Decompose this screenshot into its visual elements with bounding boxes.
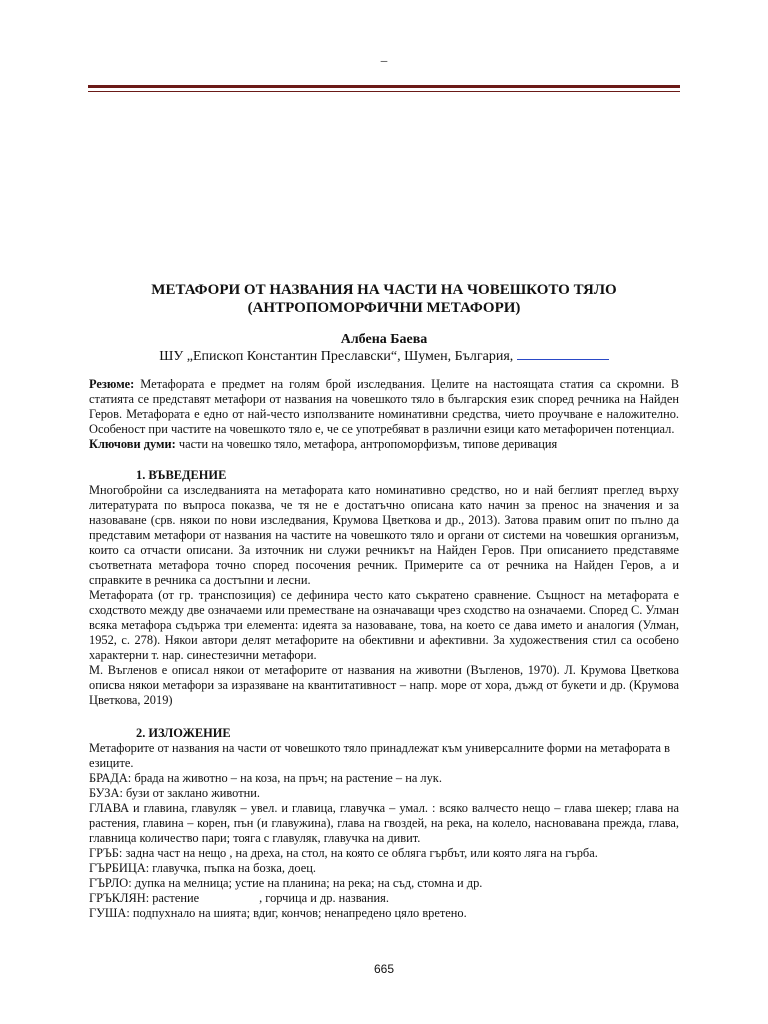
paragraph: Многобройни са изследванията на метафората като номинативно средство, но и най беглият преглед върху литературата по въпроса показва, че тя не е достатъчно описана като начин за пренос на значения и за назоваване (срв. някои по нови изследвания, Крумова Цветкова и др., 2013). Затова правим опит по пълно да представим метафори от названия на частите на човешкото тяло и органи от системи на човешкия организъм, които са отчасти описани. За източник ни служи речникът на Найден Геров. При описанието представяме съответната метафора точно според посочения речник. Примерите са от речника на Найден Геров, а и справките в речника са достъпни и лесни. [89,483,679,587]
header-dash: _ [380,48,388,63]
dictionary-entry: ГРЪКЛЯН: растение , горчица и др. названия. [89,891,389,905]
abstract-text: Метафората е предмет на голям брой изследвания. Целите на настоящата статия са скромни. В статията се представят метафори от названия на човешкото тяло в българския език според речника на Найден Геров. Метафората е едно от най-често използваните номинативни средства, чието проучване е наложително. Особеност при частите на човешкото тяло е, че се употребяват в различни езици като метафоричен потенциал. [89,377,679,436]
header-rule-thick [88,85,680,88]
author-affiliation [88,348,680,365]
author-name: Албена Баева [340,332,428,347]
abstract-label: Резюме: [89,377,135,391]
keywords [89,437,679,452]
affiliation-text: ШУ „Епископ Константин Преславски“, Шумен, България, [159,349,514,364]
dictionary-entry: ГУША: подпухнало на шията; вдиг, кончов; ненапредено цяло вретено. [89,906,467,920]
email-link-blank[interactable] [517,348,609,360]
title-line-2: (АНТРОПОМОРФИЧНИ МЕТАФОРИ) [247,300,521,316]
dictionary-entry: ГЛАВА и главина, главуляк – увел. и главица, главучка – умал. : всяко валчесто нещо – глава шекер; глава на растения, главина – корен, пън (и главужина), глава на гвоздей, на река, на колело, насновавана прежда, глава, главница количество пари; тояга с главуляк, главучка на дивит. [89,801,679,845]
dictionary-entry: БУЗА: бузи от заклано животни. [89,786,260,800]
section-heading-exposition: 2. ИЗЛОЖЕНИЕ [136,726,231,740]
paper-title [88,281,680,317]
paragraph: Метафората (от гр. транспозиция) се дефинира често като съкратено сравнение. Същност на метафората е сходството между две означаеми или преместване на означаващи чрез сходство на означаеми. Според С. Улман всяка метафора съдържа три елемента: идеята за назоваване, това, на което се дава името и аналогия (Улман, 1952, с. 278). Някои автори делят метафорите на обективни и афективни. За художествения стил са особено характерни т. нар. синестезични метафори. [89,588,679,662]
dictionary-entry: ГРЪБ: задна част на нещо , на дреха, на стол, на която се обляга гърбът, или която ляга на гърба. [89,846,598,860]
paper-body [89,377,679,921]
paragraph: М. Въгленов е описал някои от метафорите от названия на животни (Въгленов, 1970). Л. Крумова Цветкова описва някои метафори за изразяване на квантитативност – напр. море от хора, дъжд от букети и др. (Крумова Цветкова, 2019) [89,663,679,707]
title-line-1: МЕТАФОРИ ОТ НАЗВАНИЯ НА ЧАСТИ НА ЧОВЕШКОТО ТЯЛО [151,282,617,298]
page-number: 665 [373,962,395,976]
keywords-text: части на човешко тяло, метафора, антропоморфизъм, типове деривация [178,437,558,451]
header-rule-thin [88,91,680,92]
dictionary-entry: ГЪРБИЦА: главучка, пъпка на бозка, доец. [89,861,316,875]
keywords-label: Ключови думи: [89,437,176,451]
paragraph: Метафорите от названия на части от човешкото тяло принадлежат към универсалните форми на метафората в езиците. [89,741,670,770]
dictionary-entry: БРАДА: брада на животно – на коза, на пръч; на растение – на лук. [89,771,442,785]
dictionary-entry: ГЪРЛО: дупка на мелница; устие на планина; на река; на съд, стомна и др. [89,876,483,890]
abstract [89,377,679,437]
section-heading-introduction: 1. ВЪВЕДЕНИЕ [136,468,227,482]
